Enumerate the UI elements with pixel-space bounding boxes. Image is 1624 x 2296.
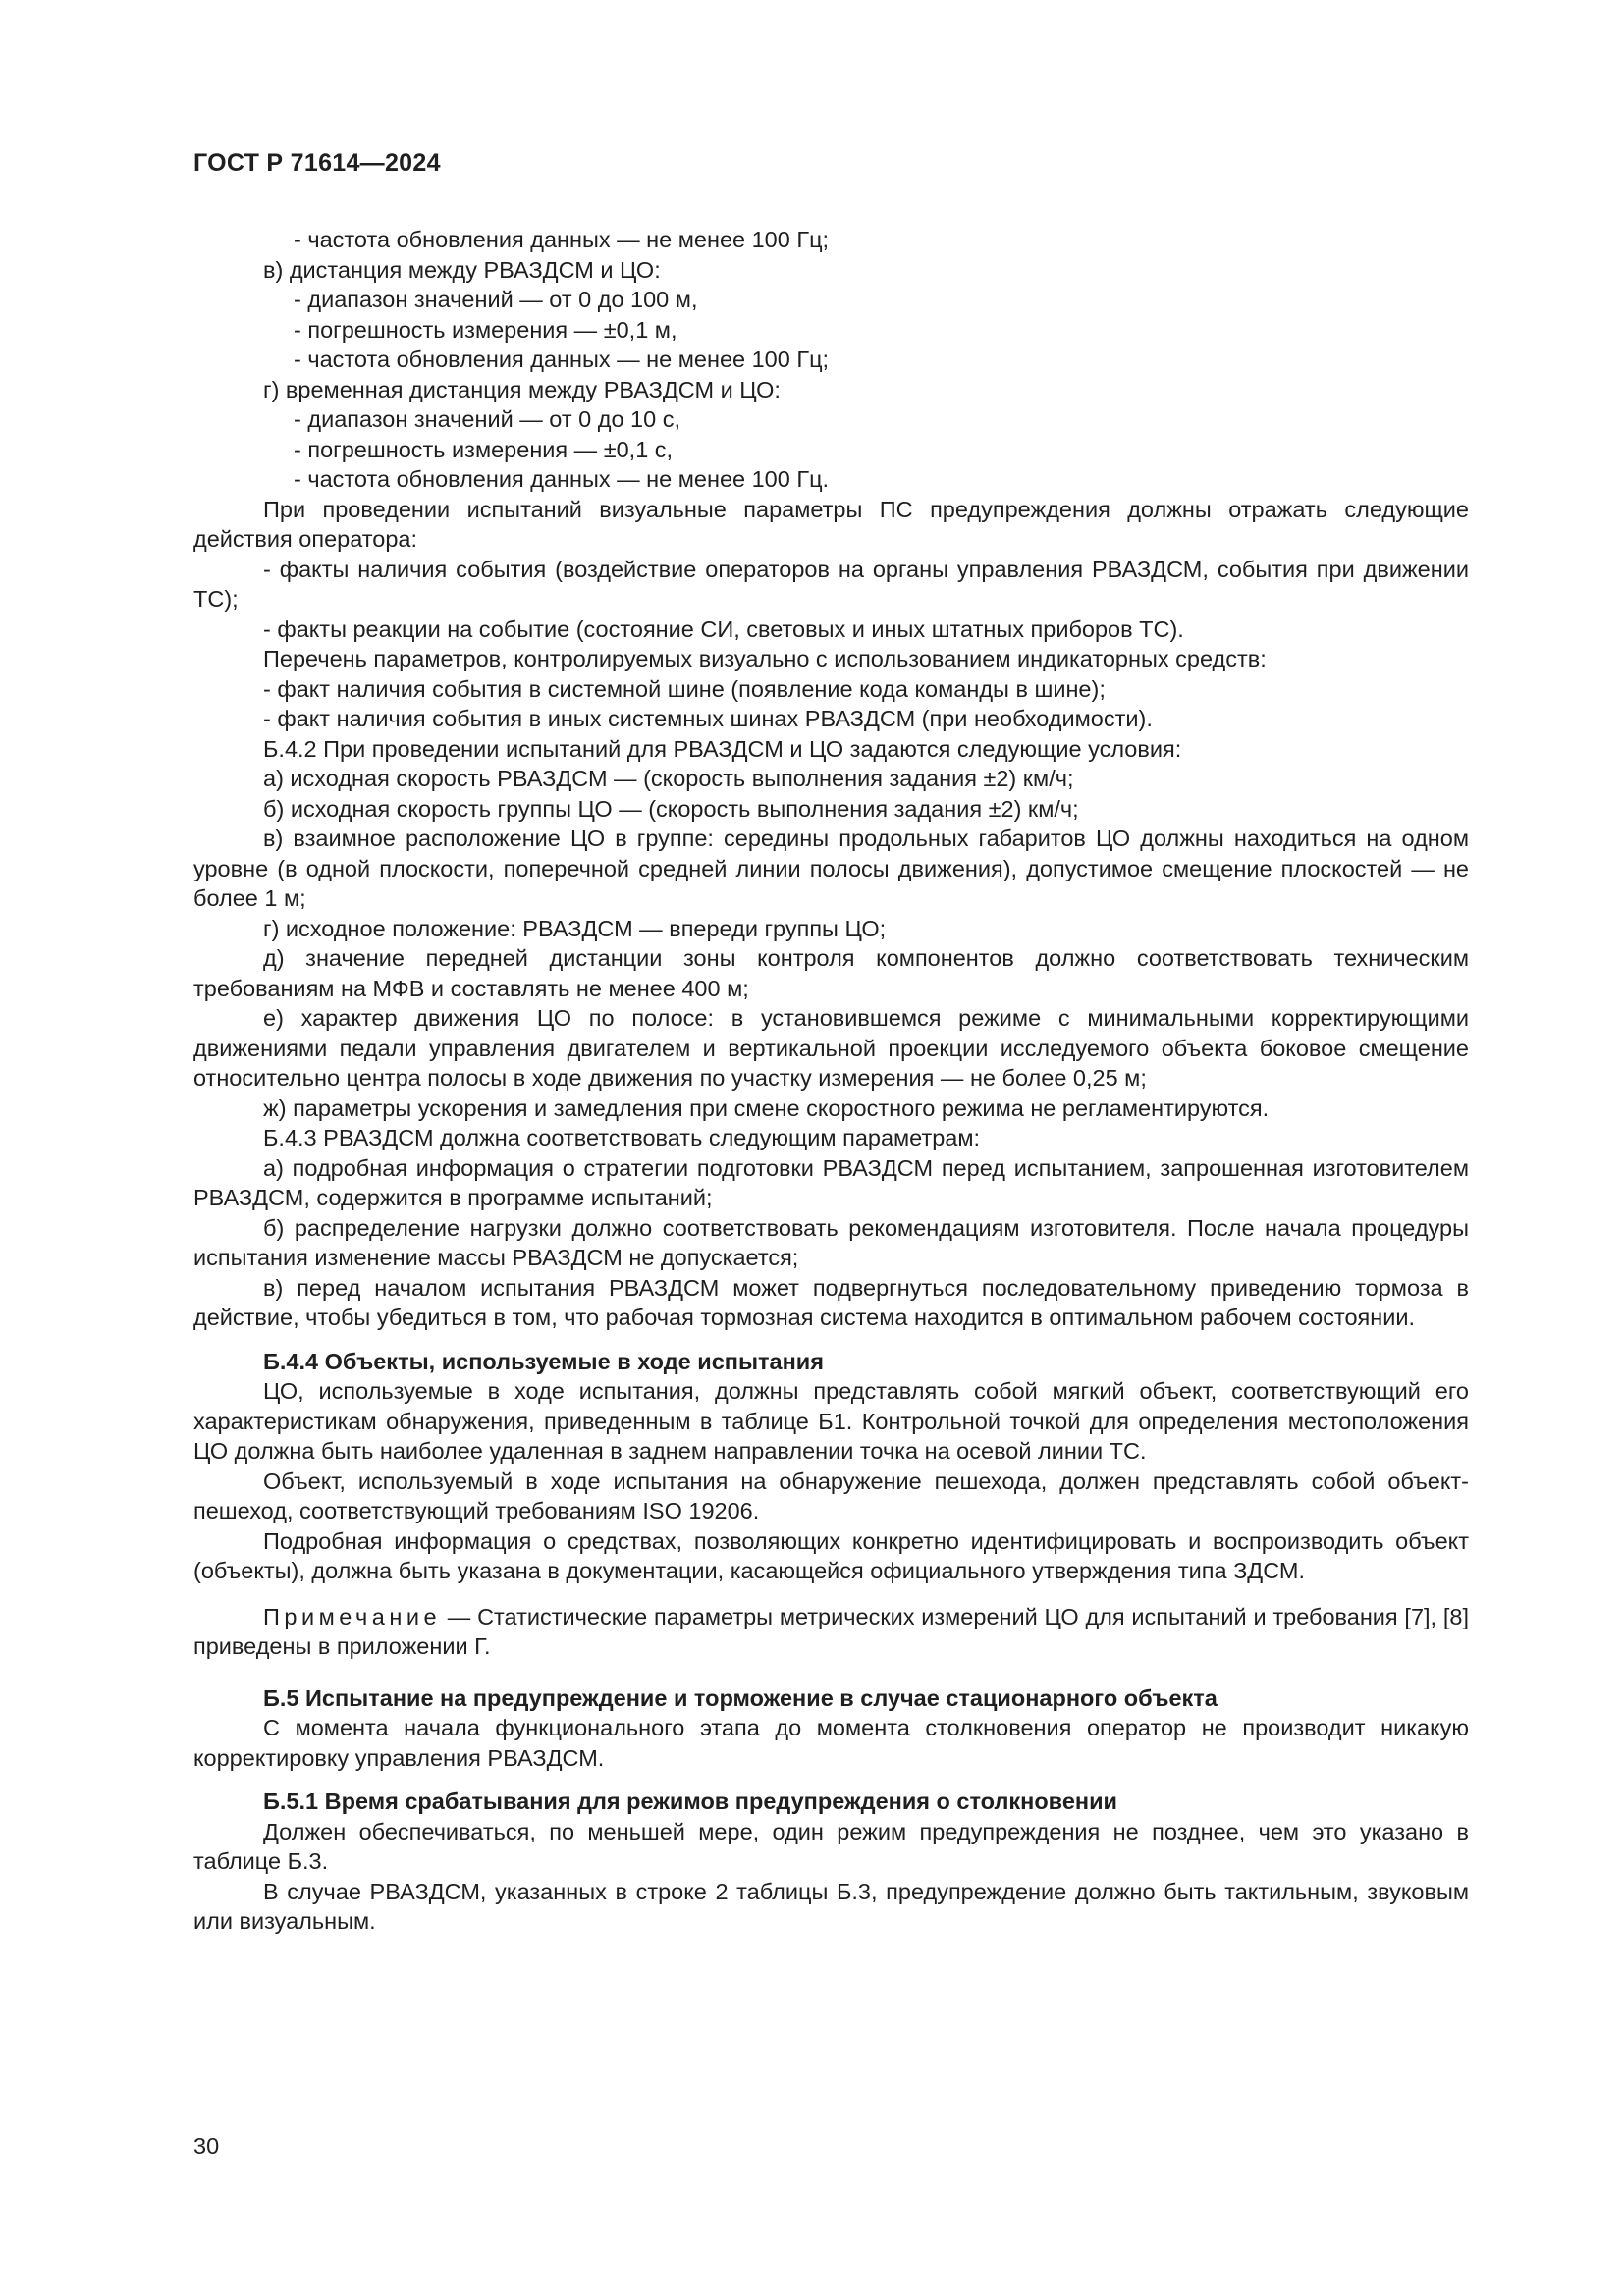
paragraph: При проведении испытаний визуальные параметры ПС предупреждения должны отражать следующие действия оператора: (193, 496, 1469, 552)
list-item: д) значение передней дистанции зоны контроля компонентов должно соответствовать техническим требованиям на МФВ и составлять не менее 400 м; (193, 945, 1469, 1001)
list-item: в) перед началом испытания РВАЗДСМ может подвергнуться последовательному приведению тормоза в действие, чтобы убедиться в том, что рабочая тормозная система находится в оптимальном рабочем состоянии. (193, 1274, 1469, 1330)
list-item: в) взаимное расположение ЦО в группе: середины продольных габаритов ЦО должны находиться на одном уровне (в одной плоскости, поперечной средней линии полосы движения), допустимое смещение плоскостей — не более 1 м; (193, 826, 1469, 911)
list-item: - факты реакции на событие (состояние СИ, световых и иных штатных приборов ТС). (263, 615, 1184, 642)
list-item: а) подробная информация о стратегии подготовки РВАЗДСМ перед испытанием, запрошенная изготовителем РВАЗДСМ, содержится в программе испытаний; (193, 1154, 1469, 1210)
paragraph: Объект, используемый в ходе испытания на обнаружение пешехода, должен представлять собой объект-пешеход, соответствующий требованиям ISO 19206. (193, 1468, 1469, 1523)
list-item: а) исходная скорость РВАЗДСМ — (скорость выполнения задания ±2) км/ч; (263, 766, 1074, 791)
list-item: ж) параметры ускорения и замедления при смене скоростного режима не регламентируются. (263, 1095, 1270, 1121)
list-item: - частота обновления данных — не менее 100 Гц; (294, 347, 830, 372)
list-item: - факты наличия события (воздействие операторов на органы управления РВАЗДСМ, события при движении ТС); (193, 556, 1469, 612)
list-item: - диапазон значений — от 0 до 10 с, (294, 406, 680, 432)
list-item: е) характер движения ЦО по полосе: в установившемся режиме с минимальными корректирующими движениями педали управления двигателем и вертикальной проекции исследуемого объекта боковое смещение относительно центра полосы в ходе движения по участку измерения — не более 0,25 м; (193, 1005, 1469, 1091)
paragraph: ЦО, используемые в ходе испытания, должны представлять собой мягкий объект, соответствующий его характеристикам обнаружения, приведенным в таблице Б1. Контрольной точкой для определения местоположения ЦО должна быть наиболее удаленная в заднем направлении точка на осевой линии ТС. (193, 1378, 1469, 1464)
paragraph: В случае РВАЗДСМ, указанных в строке 2 таблицы Б.3, предупреждение должно быть тактильным, звуковым или визуальным. (193, 1878, 1469, 1934)
section-heading-b5: Б.5 Испытание на предупреждение и торможение в случае стационарного объекта (263, 1684, 1218, 1711)
paragraph: С момента начала функционального этапа до момента столкновения оператор не производит никакую корректировку управления РВАЗДСМ. (193, 1715, 1469, 1771)
list-item: б) исходная скорость группы ЦО — (скорость выполнения задания ±2) км/ч; (263, 795, 1079, 822)
list-item: - частота обновления данных — не менее 100 Гц; (294, 227, 830, 252)
section-b42: Б.4.2 При проведении испытаний для РВАЗДСМ и ЦО задаются следующие условия: (263, 735, 1182, 762)
note-text: — Статистические параметры метрических измерений ЦО для испытаний и требования [7], [8] приведены в приложении Г. (193, 1603, 1469, 1659)
section-heading-b44: Б.4.4 Объекты, используемые в ходе испытания (263, 1348, 824, 1374)
note (193, 1602, 1469, 1662)
section-b43: Б.4.3 РВАЗДСМ должна соответствовать следующим параметрам: (263, 1125, 981, 1150)
page-body (193, 225, 1469, 1937)
list-item: - факт наличия события в системной шине (появление кода команды в шине); (263, 675, 1106, 702)
list-item: - факт наличия события в иных системных шинах РВАЗДСМ (при необходимости). (263, 706, 1153, 731)
paragraph: Должен обеспечиваться, по меньшей мере, один режим предупреждения не позднее, чем это указано в таблице Б.3. (193, 1818, 1469, 1874)
list-item: - частота обновления данных — не менее 100 Гц. (294, 466, 830, 492)
document-header: ГОСТ Р 71614—2024 (193, 149, 441, 177)
list-item: в) дистанция между РВАЗДСМ и ЦО: (263, 256, 661, 283)
list-item: г) временная дистанция между РВАЗДСМ и ЦО: (263, 376, 781, 402)
list-item: г) исходное положение: РВАЗДСМ — впереди группы ЦО; (263, 915, 887, 941)
paragraph: Подробная информация о средствах, позволяющих конкретно идентифицировать и воспроизводить объект (объекты), должна быть указана в документации, касающейся официального утверждения типа ЗДСМ. (193, 1527, 1469, 1583)
page-number: 30 (193, 2133, 220, 2159)
note-label: Примечание (263, 1603, 442, 1629)
list-item: б) распределение нагрузки должно соответствовать рекомендациям изготовителя. После начала процедуры испытания изменение массы РВАЗДСМ не допускается; (193, 1214, 1469, 1270)
list-item: - погрешность измерения — ±0,1 с, (294, 436, 674, 462)
list-item: - погрешность измерения — ±0,1 м, (294, 316, 677, 343)
section-heading-b51: Б.5.1 Время срабатывания для режимов предупреждения о столкновении (263, 1789, 1117, 1814)
list-item: - диапазон значений — от 0 до 100 м, (294, 287, 698, 312)
paragraph: Перечень параметров, контролируемых визуально с использованием индикаторных средств: (263, 646, 1267, 671)
